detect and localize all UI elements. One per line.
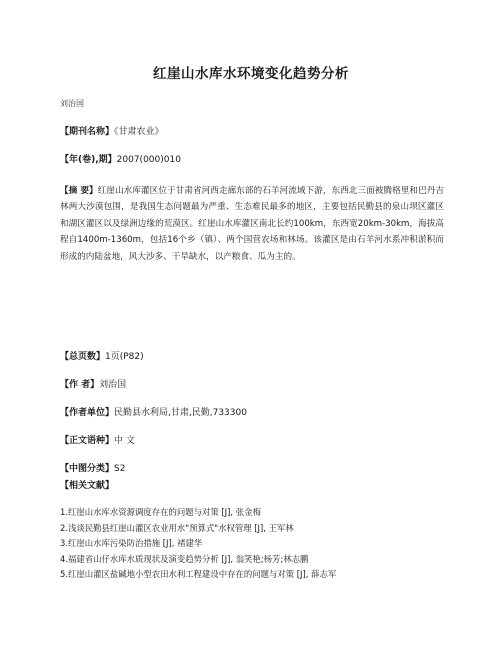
abstract-text: 红崖山水库灌区位于甘肃省河西走廊东部的石羊河流域下游，东西北三面被腾格里和巴丹吉林两大沙漠包围，是我国生态问题最为严重、生态难民最多的地区，主要包括民勤县的泉山坝区灌区和湖区灌区以及绿洲边缘的荒漠区。红崖山水库灌区南北长约100km，东西宽20km-30km，海拔高程自1400m-1360m，包括16个乡（镇）、两个国营农场和林场。该灌区是由石羊河水系冲积淤积而形成的内陆盆地，风大沙多、干旱缺水，以产粮食、瓜为主的。: [60, 186, 444, 262]
clc-value: S2: [114, 464, 126, 474]
reference-item[interactable]: 1.红崖山水库水资源调度存在的问题与对策 [J], 张金梅: [60, 507, 261, 517]
authors-field: [60, 379, 126, 391]
year-field: [60, 154, 181, 166]
related-heading: [60, 480, 114, 492]
year-label: 【年(卷),期】: [60, 155, 117, 165]
pages-label: 【总页数】: [60, 352, 106, 362]
year-value: 2007(000)010: [116, 155, 181, 165]
pages-field: [60, 351, 144, 363]
reference-item[interactable]: 2.浅谈民勤县红崖山灌区农业用水"预算式"水权管理 [J], 王军林: [60, 522, 294, 533]
clc-field: [60, 463, 125, 475]
pages-value: 1页(P82): [105, 352, 144, 362]
author-name: 刘治国: [60, 99, 84, 108]
affiliation-value: 民勤县水利局,甘肃,民勤,733300: [114, 408, 247, 418]
document-title: 红崖山水库水环境变化趋势分析: [153, 66, 349, 82]
journal-field: [60, 126, 164, 138]
authors-label: 【作 者】: [60, 380, 100, 390]
reference-item[interactable]: 5.红崖山灌区盐碱地小型农田水利工程建设中存在的问题与对策 [J], 薛志军: [60, 569, 337, 580]
abstract-field: [60, 183, 444, 265]
abstract-label: 【摘 要】: [60, 186, 98, 196]
reference-item[interactable]: 4.福建省山仔水库水质现状及演变趋势分析 [J], 翁笑艳;杨芳;林志鹏: [60, 553, 309, 564]
related-label: 【相关文献】: [60, 481, 115, 491]
language-value: 中 文: [114, 436, 135, 446]
authors-value: 刘治国: [99, 380, 127, 390]
affiliation-label: 【作者单位】: [60, 408, 115, 418]
reference-list: [60, 505, 480, 583]
language-label: 【正文语种】: [60, 436, 115, 446]
language-field: [60, 435, 135, 447]
journal-label: 【期刊名称】: [60, 127, 115, 137]
reference-item[interactable]: 3.红崖山水库污染防治措施 [J], 褚建华: [60, 538, 203, 549]
affiliation-field: [60, 407, 247, 419]
journal-value: 《甘肃农业》: [114, 127, 164, 137]
clc-label: 【中图分类】: [60, 464, 115, 474]
